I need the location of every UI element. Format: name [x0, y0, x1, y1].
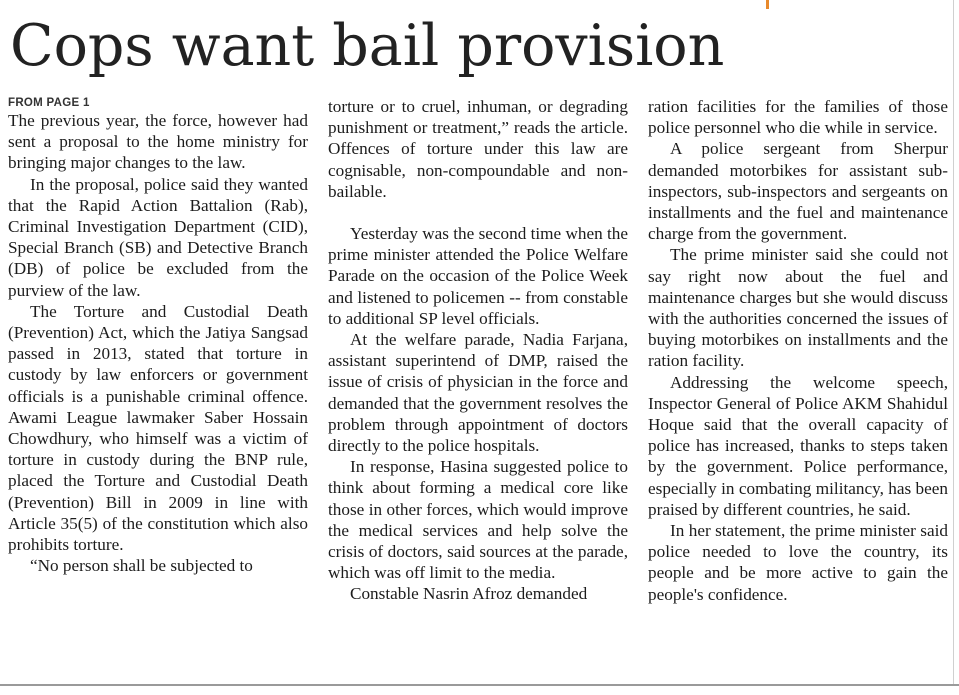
paragraph: The prime minister said she could not say right now about the fuel and maintenance charges but she would discuss with the authorities concerned the issues of buying motorbikes on installments and the ration facility. — [648, 245, 948, 371]
paragraph: A police sergeant from Sherpur demanded motorbikes for assistant sub-inspectors, sub-inspectors and sergeants on installments and the fuel and maintenance charge from the government. — [648, 139, 948, 244]
paragraph: “No person shall be subjected to — [30, 556, 253, 576]
article-column-3 — [648, 96, 948, 605]
paragraph: Constable Nasrin Afroz demanded — [350, 584, 588, 604]
paragraph: ration facilities for the families of those police personnel who die while in service. — [648, 97, 948, 138]
paragraph: In response, Hasina suggested police to think about forming a medical core like those in other forces, which would improve the medical services and help solve the crisis of doctors, said sources at the parade, which was off limit to the media. — [328, 457, 628, 583]
article-column-1 — [8, 96, 308, 576]
continuation-kicker: FROM PAGE 1 — [8, 97, 90, 109]
article-column-2 — [328, 96, 628, 605]
section-color-tab — [766, 0, 769, 9]
paragraph: torture or to cruel, inhuman, or degrading punishment or treatment,” reads the article. Offences of torture under this law are cognisable, non-compoundable and non-bailable. — [328, 97, 628, 201]
paragraph: At the welfare parade, Nadia Farjana, assistant superintend of DMP, raised the issue of crisis of physician in the force and demanded that the government resolves the problem through appointment of doctors directly to the police hospitals. — [328, 330, 628, 456]
paragraph: The Torture and Custodial Death (Prevention) Act, which the Jatiya Sangsad passed in 2013, stated that torture in custody by law enforcers or government officials is a punishable criminal offence. Awami League lawmaker Saber Hossain Chowdhury, who himself was a victim of torture in custody during the BNP rule, placed the Torture and Custodial Death (Prevention) Bill in 2009 in line with Article 35(5) of the constitution which also prohibits torture. — [8, 301, 308, 555]
page-edge-divider — [953, 0, 954, 684]
paragraph: Addressing the welcome speech, Inspector General of Police AKM Shahidul Hoque said that the overall capacity of police has increased, thanks to steps taken by the government. Police performance, especially in combating militancy, has been praised by different countries, he said. — [648, 372, 948, 519]
paragraph: In the proposal, police said they wanted that the Rapid Action Battalion (Rab), Criminal Investigation Department (CID), Special Branch (SB) and Detective Branch (DB) of police be excluded from the purview of the law. — [8, 174, 308, 300]
paragraph: The previous year, the force, however had sent a proposal to the home ministry for bringing major changes to the law. — [8, 111, 308, 173]
article-headline: Cops want bail provision — [10, 13, 725, 79]
paragraph: In her statement, the prime minister said police needed to love the country, its people and be more active to gain the people's confidence. — [648, 521, 948, 604]
bottom-rule — [0, 684, 959, 686]
paragraph: Yesterday was the second time when the prime minister attended the Police Welfare Parade on the occasion of the Police Week and listened to policemen -- from constable to additional SP level officials. — [328, 224, 628, 328]
